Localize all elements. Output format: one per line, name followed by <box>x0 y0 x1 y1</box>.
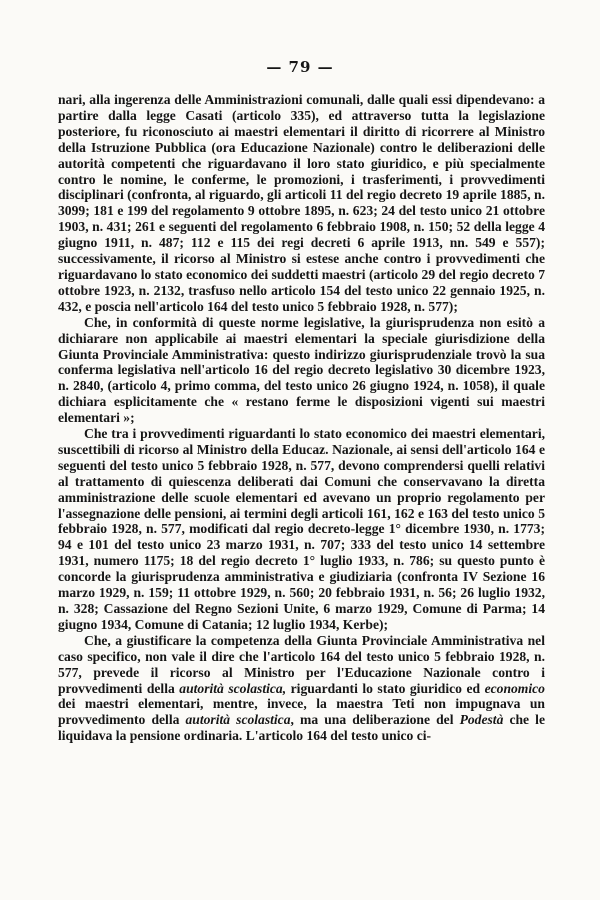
text-run: che le liquidava la pensione ordinaria. L'articolo 164 del testo unico ci- <box>58 712 545 744</box>
text-run: Che, in conformità di queste norme legislative, la giurisprudenza non esitò a dichiarare non applicabile ai maestri elementari la speciale giurisdizione della Giunta Provinciale Amministrativa: questo indirizzo giurisprudenziale trovò la sua conferma legislativa nell'articolo 16 del regio decreto legislativo 30 dicembre 1923, n. 2840, (articolo 4, primo comma, del testo unico 26 giugno 1924, n. 1058), il quale dichiara esplicitamente che « restano ferme le disposizioni vigenti sui maestri elementari »; <box>58 314 545 426</box>
text-run: Che tra i provvedimenti riguardanti lo stato economico dei maestri elementari, suscettibili di ricorso al Ministro della Educaz. Nazionale, ai sensi dell'articolo 164 e seguenti del testo unico 5 febbraio 1928, n. 577, devono comprendersi quelli relativi al trattamento di quiescenza deliberati dai Comuni che conservavano la diretta amministrazione delle scuole elementari ed avevano un proprio regolamento per l'assegnazione delle pensioni, ai termini degli articoli 161, 162 e 163 del testo unico 5 febbraio 1928, n. 577, modificati dal regio decreto-legge 1° dicembre 1930, n. 1773; 94 e 101 del testo unico 23 marzo 1931, n. 707; 333 del testo unico 14 settembre 1931, numero 1175; 18 del regio decreto 1° luglio 1933, n. 786; su questo punto è concorde la giurisprudenza amministrativa e giudiziaria (confronta IV Sezione 16 marzo 1929, n. 159; 11 ottobre 1929, n. 560; 20 febbraio 1931, n. 56; 26 luglio 1932, n. 328; Cassazione del Regno Sezioni Unite, 6 marzo 1929, Comune di Parma; 14 giugno 1934, Comune di Catania; 12 luglio 1934, Kerbe); <box>58 426 545 632</box>
page-number: — 79 — <box>266 58 334 76</box>
italic-run: autorità scolastica, <box>179 680 287 696</box>
text-run: dei maestri elementari, mentre, invece, la maestra Teti non impugnava un provvedimento della <box>58 696 545 728</box>
italic-run: economico <box>484 680 545 696</box>
text-run: Che, a giustificare la competenza della Giunta Provinciale Amministrativa nel caso specifico, non vale il dire che l'articolo 164 del testo unico 5 febbraio 1928, n. 577, prevede il ricorso al Ministro per l'Educazione Nazionale contro i provvedimenti della <box>58 632 545 696</box>
paragraph-3 <box>58 426 545 633</box>
paragraph-2 <box>58 315 545 426</box>
text-run: , ma una deliberazione del <box>290 712 460 728</box>
body-text <box>58 92 545 744</box>
text-run: riguardanti lo stato giuridico ed <box>286 680 485 696</box>
italic-run: autorità scolastica <box>185 712 291 728</box>
italic-run: Podestà <box>459 712 504 728</box>
paragraph-4 <box>58 633 545 744</box>
paragraph-1 <box>58 92 545 315</box>
text-run: nari, alla ingerenza delle Amministrazioni comunali, dalle quali essi dipendevano: a partire dalla legge Casati (articolo 335), ed attraverso tutta la legislazione posteriore, fu riconosciuto ai maestri elementari il diritto di ricorrere al Ministro della Istruzione Pubblica (ora Educazione Nazionale) contro le deliberazioni delle autorità competenti che riguardavano il loro stato giuridico, e più specialmente contro le nomine, le conferme, le promozioni, i trasferimenti, i provvedimenti disciplinari (confronta, al riguardo, gli articoli 11 del regio decreto 19 aprile 1885, n. 3099; 181 e 199 del regolamento 9 ottobre 1895, n. 623; 24 del testo unico 21 ottobre 1903, n. 431; 261 e seguenti del regolamento 6 febbraio 1908, n. 150; 52 della legge 4 giugno 1911, n. 487; 112 e 115 dei regi decreti 6 aprile 1913, nn. 549 e 557); successivamente, il ricorso al Ministro si estese anche contro i provvedimenti che riguardavano lo stato economico dei suddetti maestri (articolo 29 del regio decreto 7 ottobre 1923, n. 2132, trasfuso nello articolo 154 del testo unico 22 gennaio 1925, n. 432, e poscia nell'articolo 164 del testo unico 5 febbraio 1928, n. 577); <box>58 92 545 314</box>
